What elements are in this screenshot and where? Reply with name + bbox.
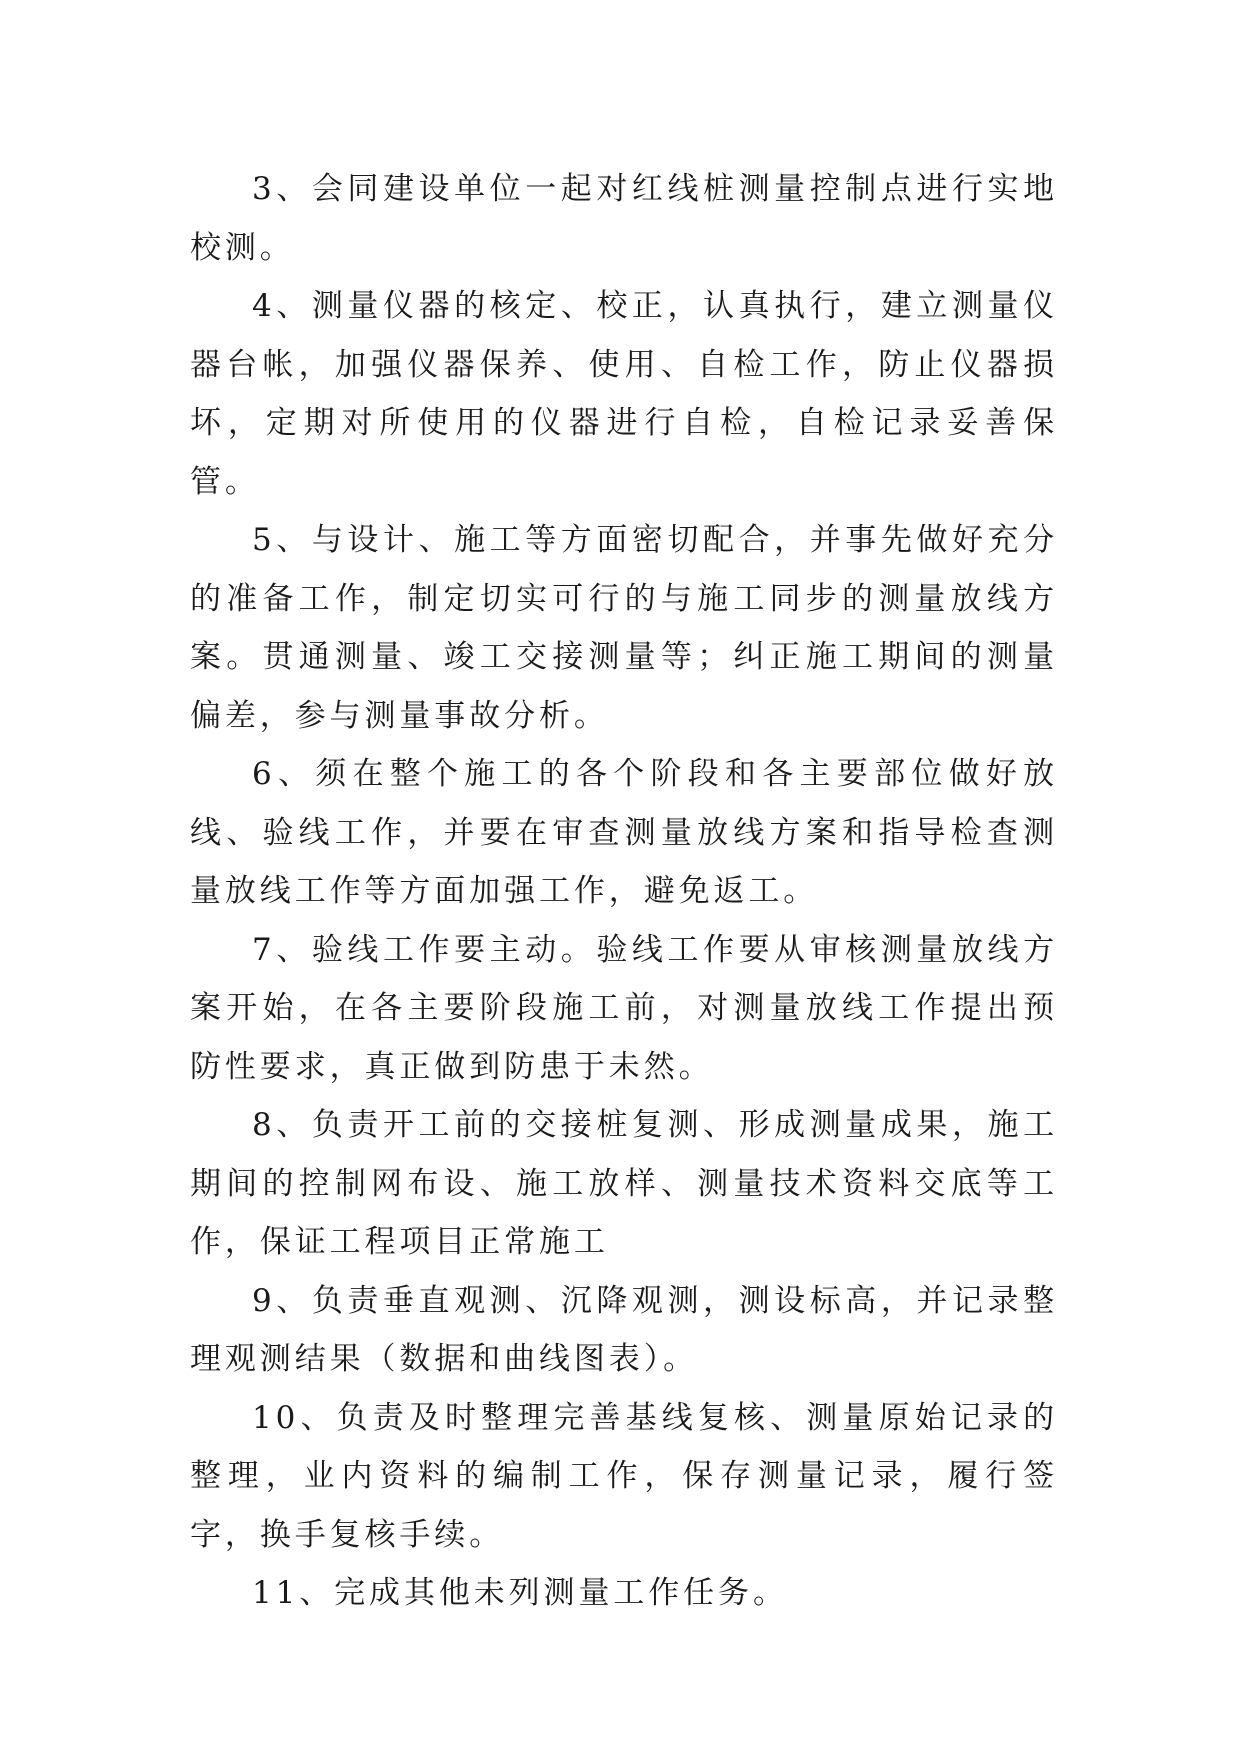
paragraph-3: 3、会同建设单位一起对红线桩测量控制点进行实地校测。 [190,171,1058,266]
paragraph-9: 9、负责垂直观测、沉降观测，测设标高，并记录整理观测结果（数据和曲线图表）。 [190,1282,1058,1377]
paragraph-5: 5、与设计、施工等方面密切配合，并事先做好充分的准备工作，制定切实可行的与施工同步的测量放线方案。贯通测量、竣工交接测量等；纠正施工期间的测量偏差，参与测量事故分析。 [190,522,1058,734]
paragraph-6: 6、须在整个施工的各个阶段和各主要部位做好放线、验线工作，并要在审查测量放线方案和指导检查测量放线工作等方面加强工作，避免返工。 [190,756,1058,909]
paragraph-4: 4、测量仪器的核定、校正，认真执行，建立测量仪器台帐，加强仪器保养、使用、自检工作，防止仪器损坏，定期对所使用的仪器进行自检，自检记录妥善保管。 [190,288,1058,500]
paragraph-10: 10、负责及时整理完善基线复核、测量原始记录的整理，业内资料的编制工作，保存测量记录，履行签字，换手复核手续。 [190,1399,1058,1553]
paragraph-11: 11、完成其他未列测量工作任务。 [252,1575,788,1611]
paragraph-8: 8、负责开工前的交接桩复测、形成测量成果，施工期间的控制网布设、施工放样、测量技术资料交底等工作，保证工程项目正常施工 [190,1107,1058,1260]
paragraph-7: 7、验线工作要主动。验线工作要从审核测量放线方案开始，在各主要阶段施工前，对测量放线工作提出预防性要求，真正做到防患于未然。 [190,931,1058,1085]
document-body [190,160,1058,1623]
